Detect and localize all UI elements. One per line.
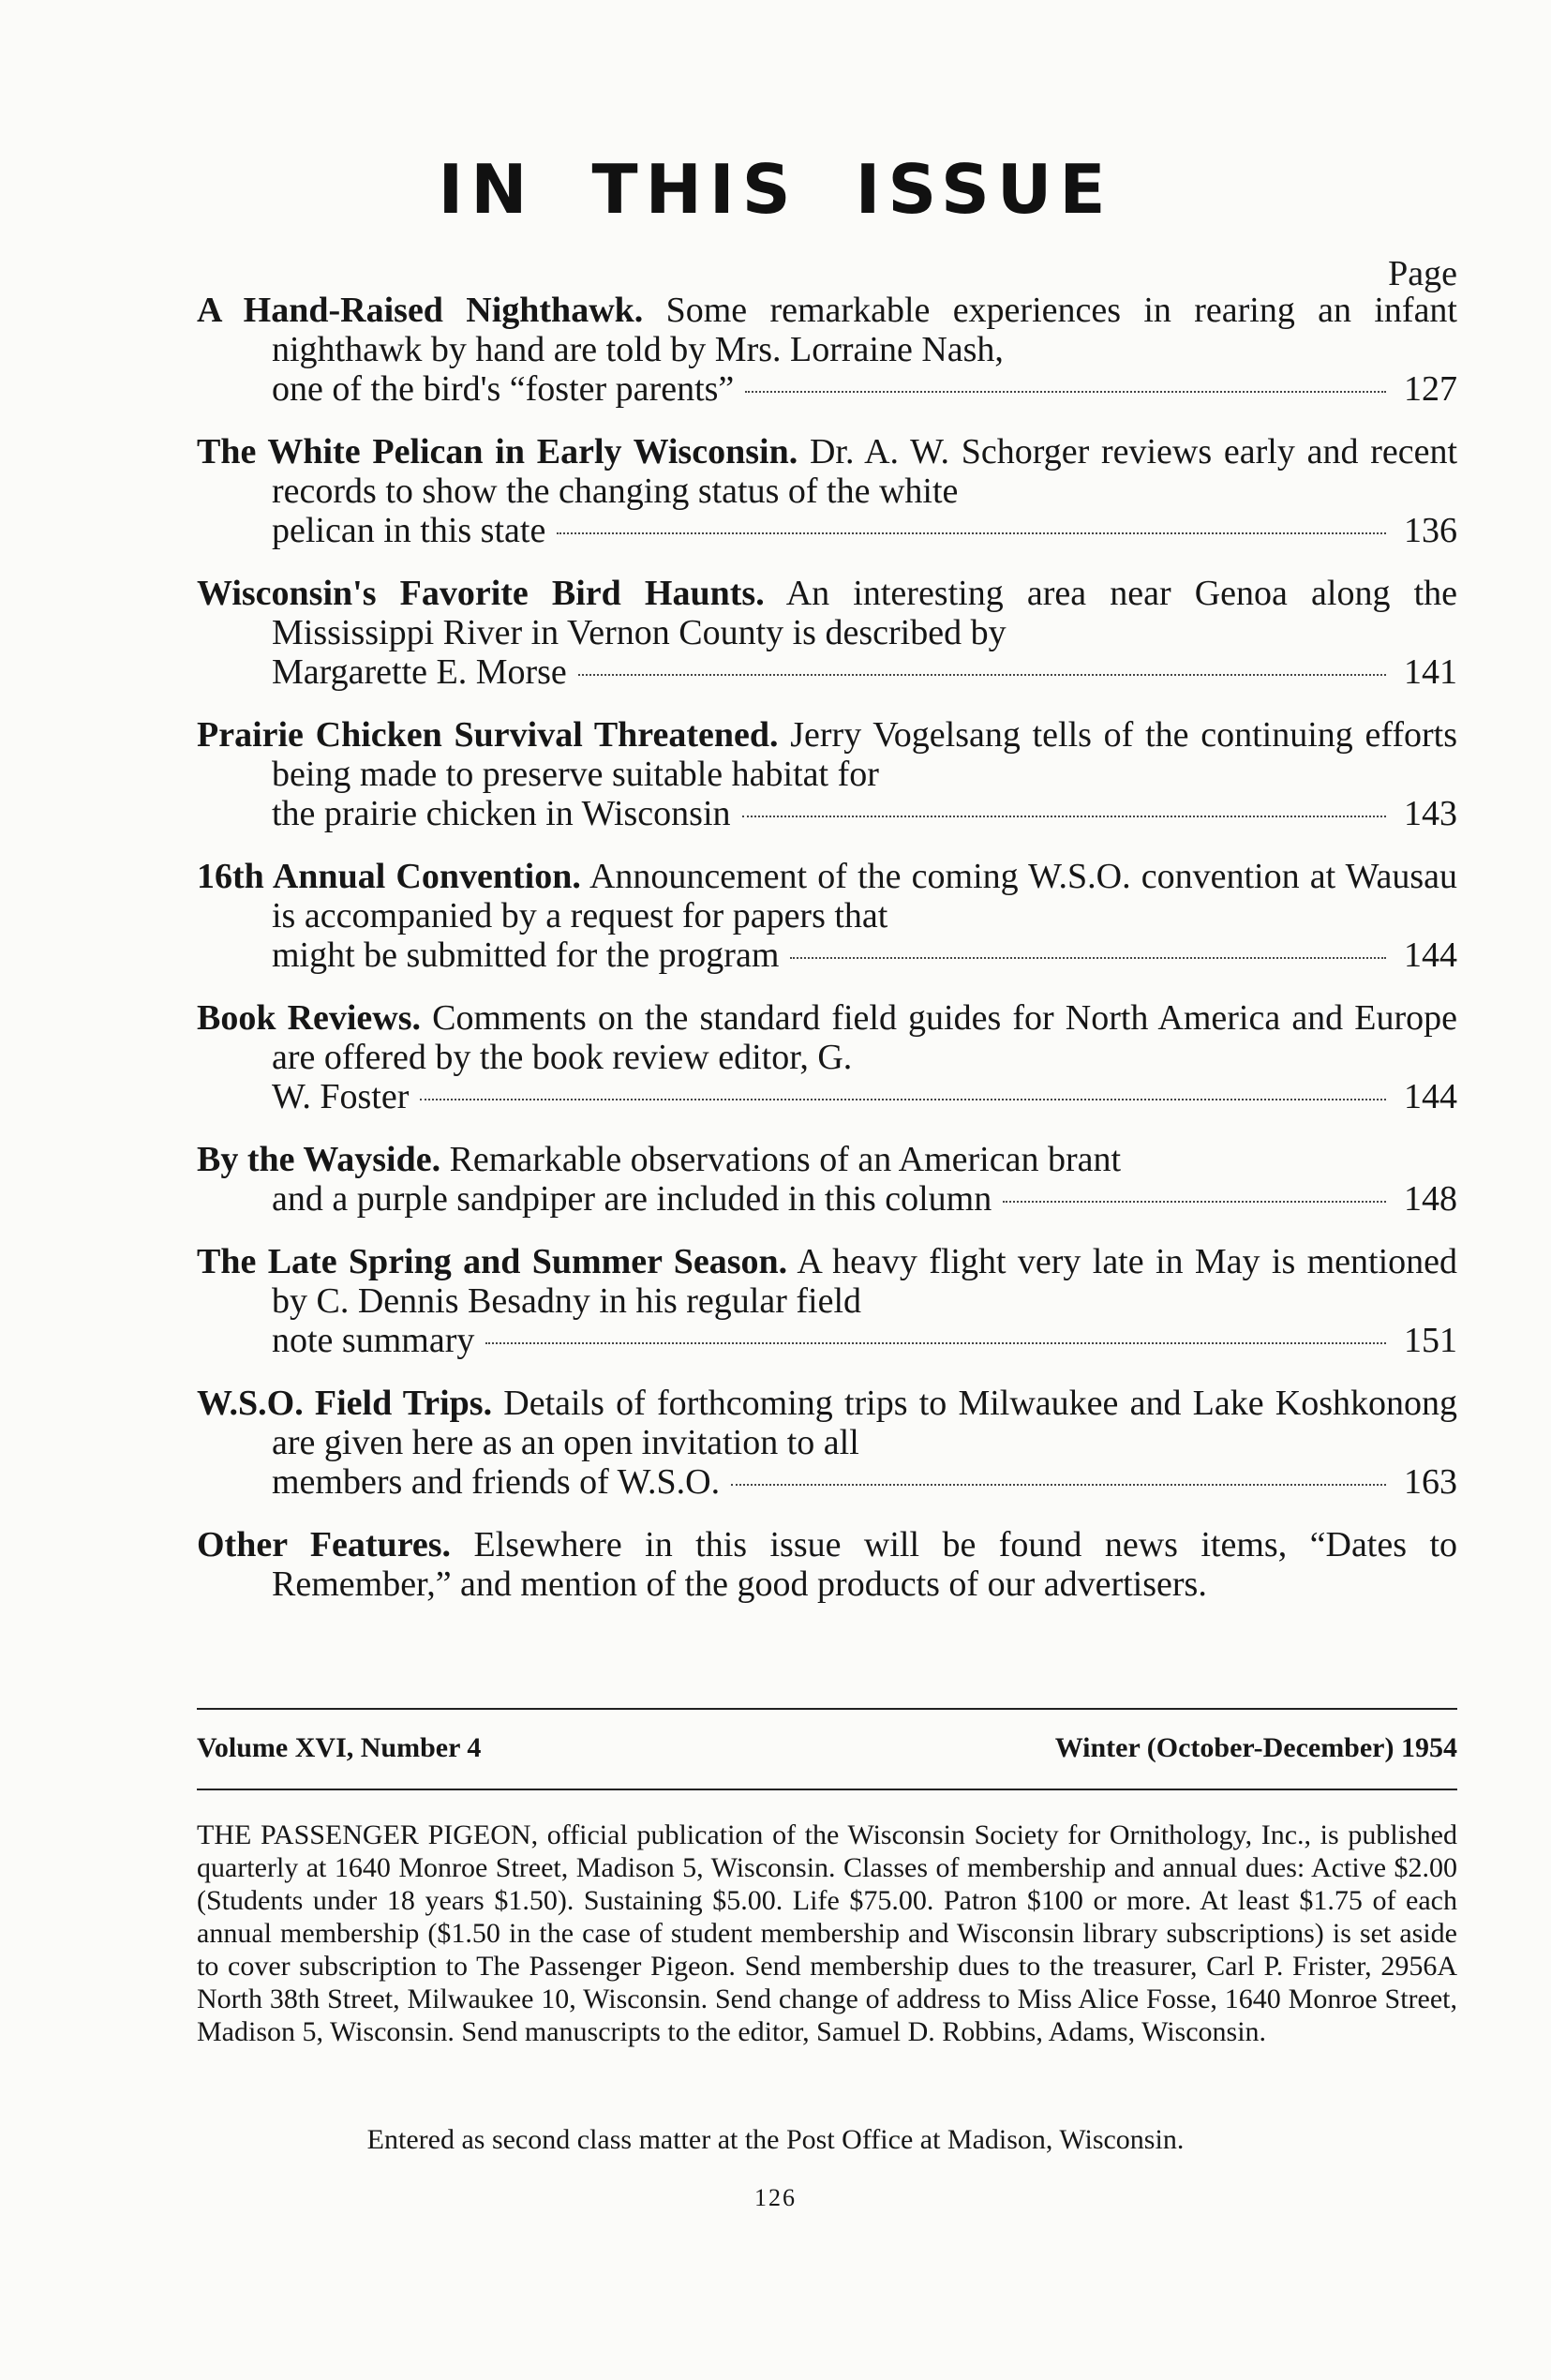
toc-page-number: 148 [1404,1179,1457,1219]
dot-leader [578,674,1386,676]
toc-entry-book-reviews [197,998,1457,1116]
toc-entry-description: Dr. A. W. Schorger reviews early and recent records to show the changing status of the white [272,432,1458,511]
dot-leader [557,532,1386,534]
table-of-contents [197,291,1457,1627]
toc-entry-description: Some remarkable experiences in rearing an infant nighthawk by hand are told by Mrs. Lorraine Nash, [272,291,1457,369]
toc-page-number: 144 [1404,936,1457,975]
dot-leader [745,391,1386,393]
toc-entry-last-line: the prairie chicken in Wisconsin [272,794,731,833]
toc-entry-last-line: one of the bird's “foster parents” [272,369,735,409]
toc-page-number: 151 [1404,1321,1457,1360]
toc-entry-field-trips [197,1384,1457,1502]
toc-entry-title: A Hand-Raised Nighthawk. [197,291,644,330]
toc-entry-title: The Late Spring and Summer Season. [197,1242,788,1281]
toc-entry-description: Elsewhere in this issue will be found news items, “Dates to Remember,” and mention of the good products of our advertisers. [272,1525,1458,1604]
toc-entry-wayside [197,1140,1457,1219]
toc-entry-title: W.S.O. Field Trips. [197,1384,493,1423]
volume-number: Volume XVI, Number 4 [197,1732,482,1763]
dot-leader [742,816,1386,817]
divider-rule-top [197,1708,1457,1710]
dot-leader [790,957,1386,959]
toc-entry-title: The White Pelican in Early Wisconsin. [197,432,798,472]
toc-page-number: 163 [1404,1462,1457,1502]
toc-page-number: 136 [1404,511,1457,550]
page-number: 126 [754,2184,797,2211]
toc-entry-title: By the Wayside. [197,1140,441,1179]
toc-entry-title: Prairie Chicken Survival Threatened. [197,715,779,755]
toc-entry-title: Other Features. [197,1525,452,1564]
toc-entry-last-line: and a purple sandpiper are included in this column [272,1179,992,1219]
toc-entry-description: A heavy flight very late in May is mentioned by C. Dennis Besadny in his regular field [272,1242,1457,1321]
toc-entry-last-line: pelican in this state [272,511,546,550]
toc-entry-last-line: might be submitted for the program [272,936,780,975]
toc-entry-season [197,1242,1457,1360]
toc-entry-last-line: note summary [272,1321,475,1360]
toc-entry-white-pelican [197,432,1457,550]
toc-entry-last-line: members and friends of W.S.O. [272,1462,721,1502]
page-column-heading: Page [1388,254,1457,293]
toc-entry-other-features [197,1525,1457,1604]
toc-entry-description: An interesting area near Genoa along the Mississippi River in Vernon County is described by [272,574,1458,652]
toc-entry-nighthawk [197,291,1457,409]
toc-entry-last-line: W. Foster [272,1077,410,1116]
dot-leader [731,1484,1386,1486]
toc-entry-last-line: Margarette E. Morse [272,652,567,692]
mailing-notice: Entered as second class matter at the Post Office at Madison, Wisconsin. [366,2124,1185,2155]
toc-entry-description: Remarkable observations of an American brant [449,1140,1122,1179]
toc-page-number: 141 [1404,652,1457,692]
toc-entry-description: Comments on the standard field guides for North America and Europe are offered by the book review editor, G. [272,998,1458,1077]
dot-leader [420,1099,1386,1100]
toc-page-number: 143 [1404,794,1457,833]
toc-entry-description: Announcement of the coming W.S.O. convention at Wausau is accompanied by a request for papers that [272,857,1458,936]
issue-date: Winter (October-December) 1954 [1054,1732,1457,1763]
toc-entry-title: Wisconsin's Favorite Bird Haunts. [197,574,765,613]
toc-page-number: 127 [1404,369,1457,409]
page-title: IN THIS ISSUE [438,150,1113,229]
toc-page-number: 144 [1404,1077,1457,1116]
divider-rule-bottom [197,1789,1457,1790]
toc-entry-title: 16th Annual Convention. [197,857,581,896]
dot-leader [485,1342,1386,1344]
toc-entry-convention [197,857,1457,975]
toc-entry-prairie-chicken [197,715,1457,833]
dot-leader [1003,1201,1386,1203]
toc-entry-description: Jerry Vogelsang tells of the continuing efforts being made to preserve suitable habitat for [272,715,1457,794]
publication-imprint: THE PASSENGER PIGEON, official publication of the Wisconsin Society for Ornithology, Inc., is published quarterly at 1640 Monroe Street, Madison 5, Wisconsin. Classes of membership and annual dues: Active $2.00 (Students under 18 years $1.50). Sustaining $5.00. Life $75.00. Patron $100 or more. At least $1.75 of each annual membership ($1.50 in the case of student membership and Wisconsin library subscriptions) is set aside to cover subscription to The Passenger Pigeon. Send membership dues to the treasurer, Carl P. Frister, 2956A North 38th Street, Milwaukee 10, Wisconsin. Send change of address to Miss Alice Fosse, 1640 Monroe Street, Madison 5, Wisconsin. Send manuscripts to the editor, Samuel D. Robbins, Adams, Wisconsin. [197,1819,1457,2047]
toc-entry-title: Book Reviews. [197,998,422,1038]
toc-entry-bird-haunts [197,574,1457,692]
toc-entry-description: Details of forthcoming trips to Milwaukee and Lake Koshkonong are given here as an open invitation to all [272,1384,1457,1462]
